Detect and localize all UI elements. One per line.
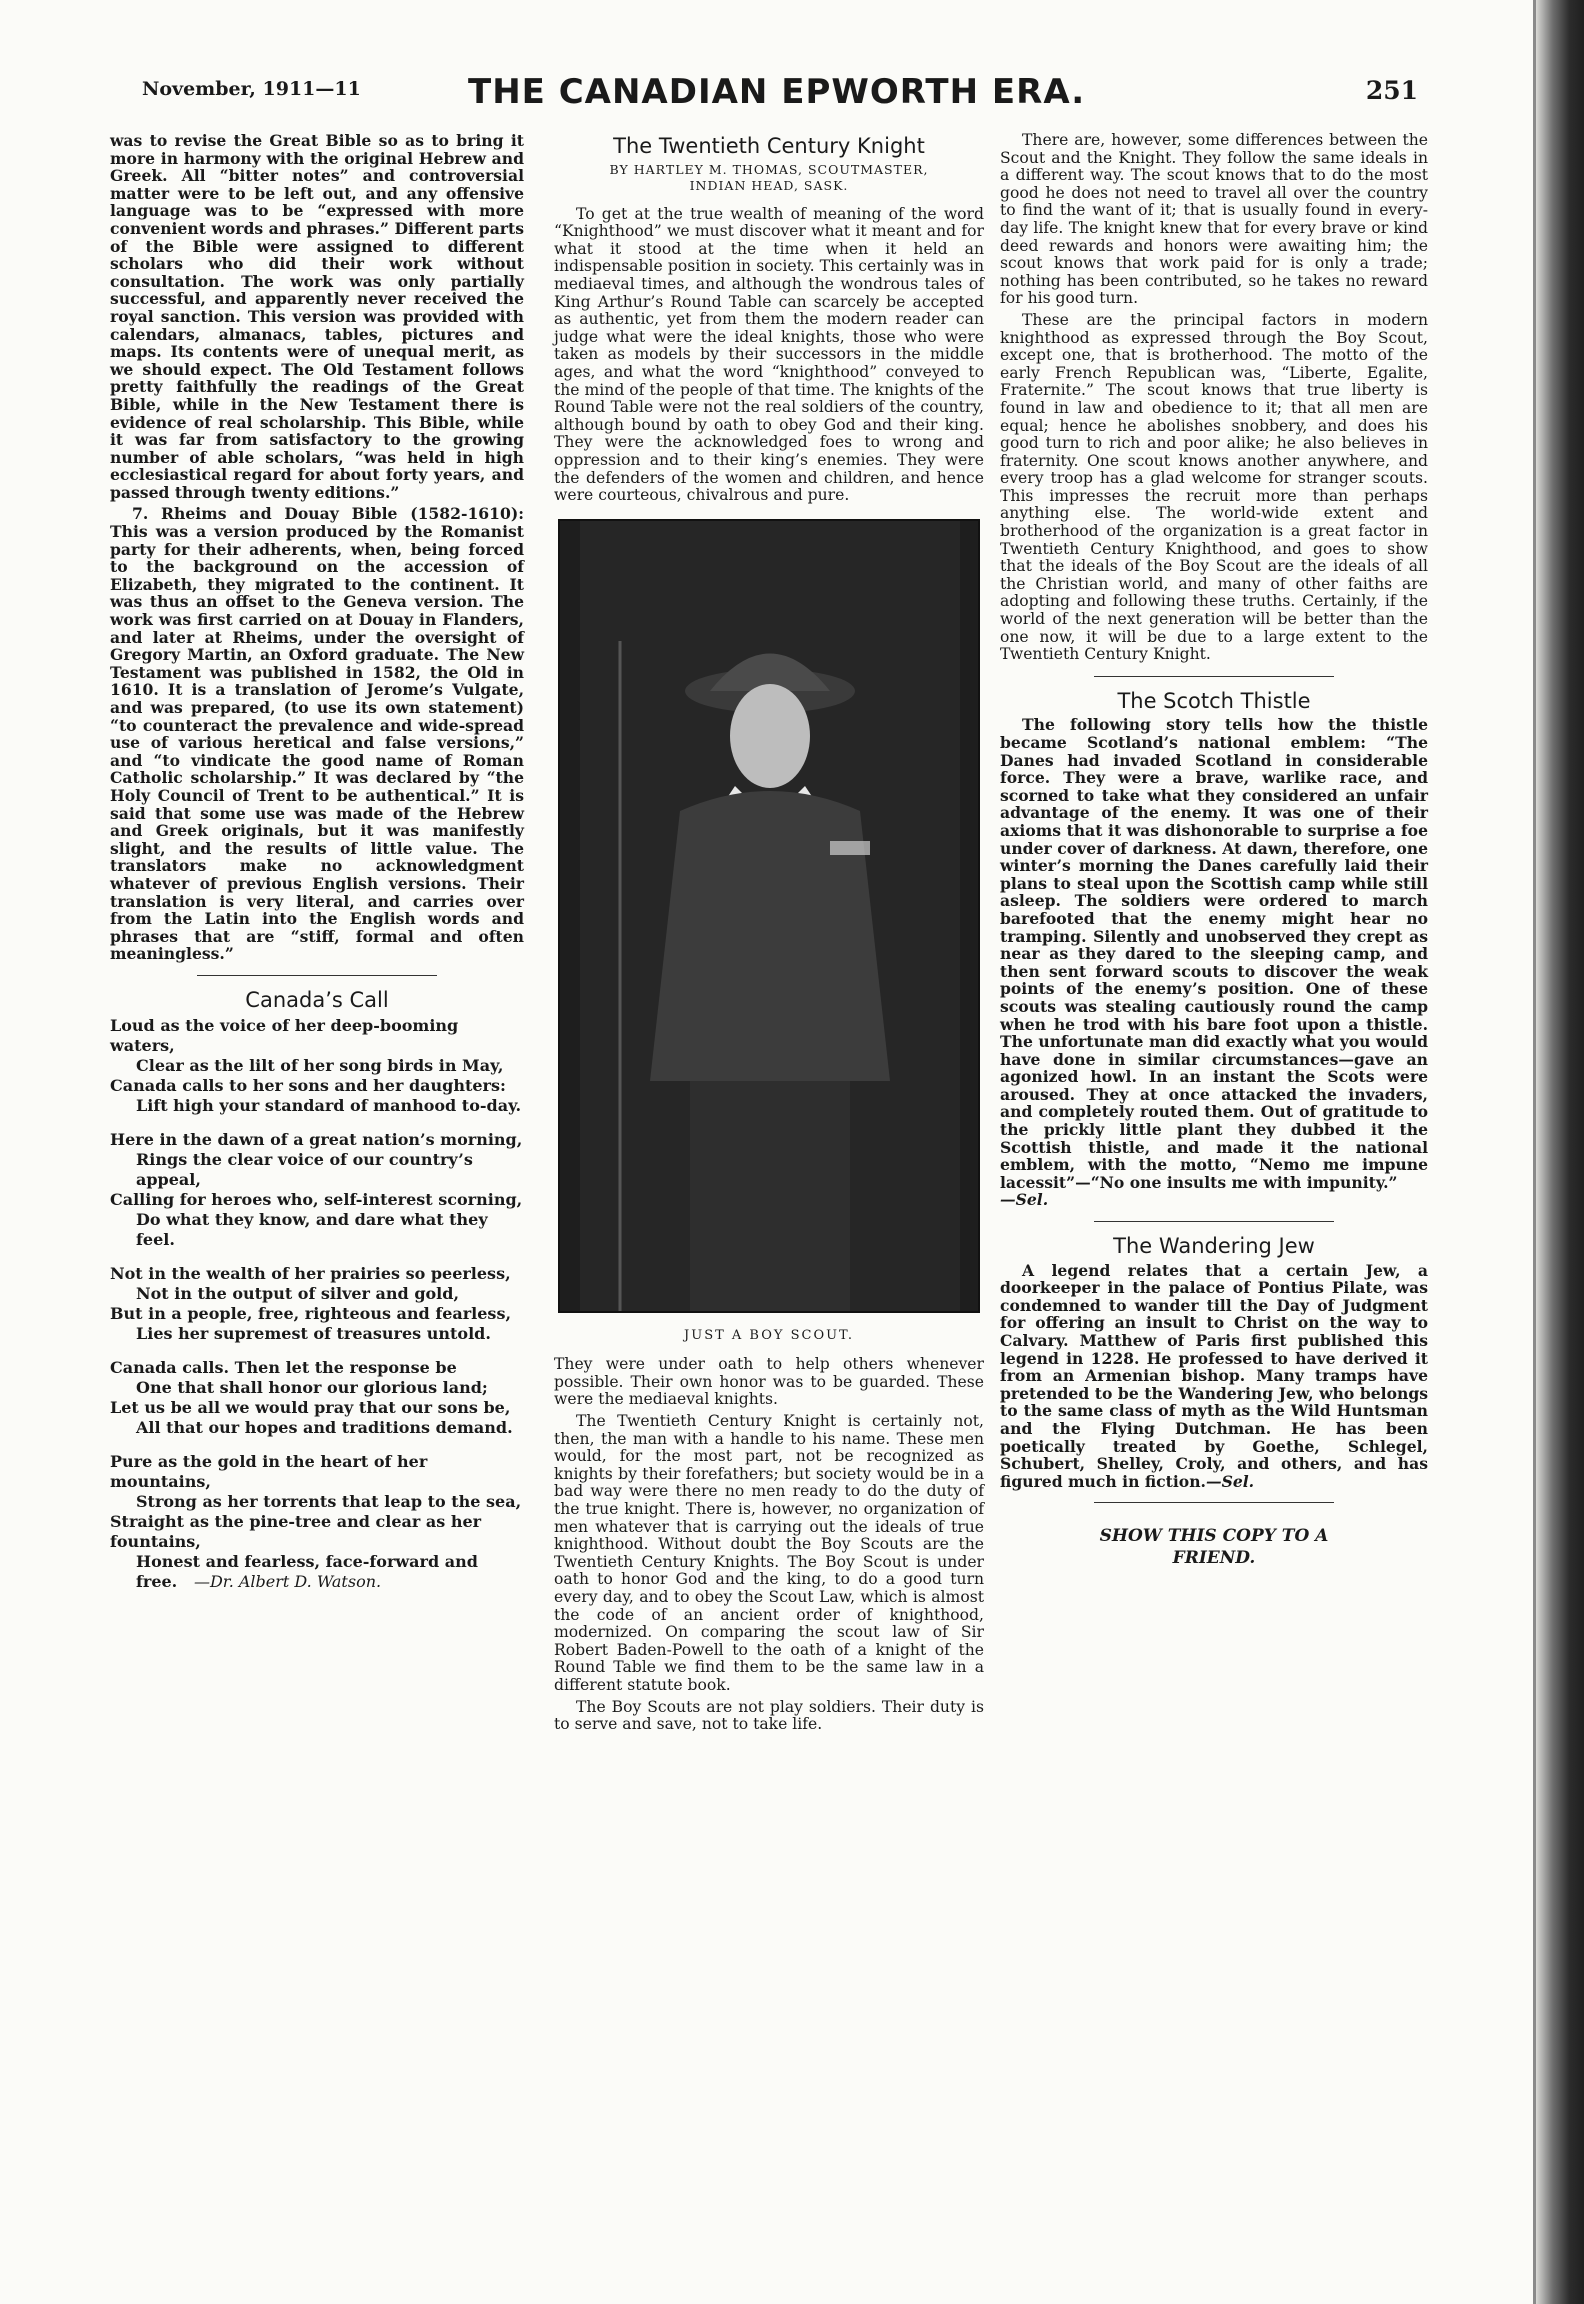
wandering-jew-title: The Wandering Jew (1113, 1234, 1315, 1259)
wandering-jew-story (1000, 1262, 1428, 1491)
article-paragraph: There are, however, some differences between the Scout and the Knight. They follow the same ideals in a different way. The scout knows that to do the most good he does not need to travel all over the country to find the want of it; that is usually found in every-day life. The knight knew that for every brave or kind deed rewards and honors were awaiting him; the scout knows that work paid for is only a trade; nothing has been contributed, so he takes no reward for his good turn. (1000, 131, 1428, 308)
poem-stanza (110, 1264, 524, 1344)
section-divider (1094, 1502, 1334, 1503)
issue-date: November, 1911—11 (142, 78, 361, 100)
book-spine (1536, 0, 1584, 2304)
article-paragraph: The Twentieth Century Knight is certainly not, then, the man with a handle to his name. These men would, for the most part, not be recognized as knights by their forefathers; but society would be in a bad way were there no men ready to do the duty of the true knight. There is, however, no organization of men whatever that is carrying out the ideals of true knighthood. Without doubt the Boy Scouts are the Twentieth Century Knights. The Boy Scout is under oath to honor God and the king, to do a good turn every day, and to obey the Scout Law, which is almost the code of an ancient order of knighthood, modernized. On comparing the scout law of Sir Robert Baden-Powell to the oath of a knight of the Round Table we find them to be the same law in a different statute book. (554, 1412, 984, 1694)
column-right (1000, 132, 1428, 1569)
poem-line: Lift high your standard of manhood to-day. (136, 1095, 522, 1115)
poem-line: Do what they know, and dare what they feel. (136, 1209, 488, 1249)
byline-place: INDIAN HEAD, SASK. (689, 177, 849, 193)
section-divider (1094, 676, 1334, 677)
thistle-text: The following story tells how the thistle became Scotland’s national emblem: “The Danes had invaded Scotland in considerable force. They were a brave, warlike race, and scorned to take what they considered an unfair advantage of the enemy. It was one of their axioms that it was dishonorable to surprise a foe under cover of darkness. At dawn, therefore, one winter’s morning the Danes carefully laid their plans to steal upon the Scottish camp while still asleep. The soldiers were ordered to march barefooted that the enemy might hear no tramping. Silently and unobserved they crept as near as they dared to the sleeping camp, and then sent forward scouts to discover the weak points of the enemy’s position. One of these scouts was stealing cautiously round the camp when he trod with his bare foot upon a thistle. The unfortunate man did exactly what you would have done in similar circumstances—gave an agonized howl. In an instant the Scots were aroused. They at once attacked the invaders, and completely routed them. Out of gratitude to the prickly little plant they dubbed it the Scottish thistle, and made it the national emblem, with the motto, “Nemo me impune lacessit”—“No one insults me with impunity.” (1000, 715, 1428, 1192)
column-left (110, 132, 524, 1606)
bible-paragraph: 7. Rheims and Douay Bible (1582-1610): This was a version produced by the Romanist party for their adherents, when, being forced to the background on the accession of Elizabeth, they migrated to the continent. It was thus an offset to the Geneva version. The work was first carried on at Douay in Flanders, and later at Rheims, under the oversight of Gregory Martin, an Oxford graduate. The New Testament was published in 1582, the Old in 1610. It is a translation of Jerome’s Vulgate, and was prepared, (to use its own statement) “to counteract the prevalence and wide-spread use of various heretical and false versions,” and “to vindicate the good name of Roman Catholic scholarship.” It was declared by “the Holy Council of Trent to be authentical.” It is said that some use was made of the Hebrew and Greek originals, but it was manifestly slight, and the results of little value. The translators make no acknowledgment whatever of previous English versions. Their translation is very literal, and carries over from the Latin into the English words and phrases that are “stiff, formal and often meaningless.” (110, 504, 524, 964)
bible-paragraph: was to revise the Great Bible so as to bring it more in harmony with the original Hebrew and Greek. All “bitter notes” and controversial matter were to be left out, and any offensive language was to be “expressed with more convenient words and phrases.” Different parts of the Bible were assigned to different scholars who did their work without consultation. The work was only partially successful, and apparently never received the royal sanction. This version was provided with calendars, almanacs, tables, pictures and maps. Its contents were of unequal merit, as we should expect. The Old Testament follows pretty faithfully the readings of the Great Bible, while in the New Testament there is evidence of real scholarship. This Bible, while it was far from satisfactory to the growing number of able scholars, “was held in high ecclesiastical regard for about forty years, and passed through twenty editions.” (110, 131, 524, 502)
section-divider (1094, 1221, 1334, 1222)
poem-line: Rings the clear voice of our country’s appeal, (136, 1149, 473, 1189)
column-middle (554, 132, 984, 1738)
poem-line-text: Honest and fearless, face-forward and free. (136, 1551, 478, 1591)
poem-line: Calling for heroes who, self-interest scorning, (110, 1189, 523, 1209)
article-paragraph: To get at the true wealth of meaning of the word “Knighthood” we must discover what it meant and for what it stood at the time when it held an indispensable position in society. This certainly was in mediaeval times, and although the wondrous tales of King Arthur’s Round Table can scarcely be accepted as authentic, yet from them the modern reader can judge what were the ideal knights, those who were taken as models by their successors in the middle ages, and what the word “knighthood” conveyed to the mind of the people of that time. The knights of the Round Table were not the real soldiers of the country, although bound by oath to obey God and their king. They were the acknowledged foes to wrong and oppression and to their king’s enemies. They were the defenders of the women and children, and hence were courteous, chivalrous and pure. (554, 204, 984, 505)
show-copy-notice (1000, 1525, 1428, 1569)
poem-title: Canada’s Call (245, 987, 389, 1012)
poem-body (110, 1016, 524, 1592)
wandering-jew-source: —Sel. (1205, 1471, 1255, 1491)
poem-line: Canada calls. Then let the response be (110, 1357, 457, 1377)
poem-line: Canada calls to her sons and her daughters: (110, 1075, 506, 1095)
bible-article (110, 132, 524, 963)
poem-line: All that our hopes and traditions demand. (136, 1417, 513, 1437)
photo-caption: JUST A BOY SCOUT. (684, 1327, 854, 1343)
poem-line: Here in the dawn of a great nation’s morning, (110, 1129, 523, 1149)
thistle-paragraph (1000, 716, 1428, 1209)
article-paragraph: These are the principal factors in modern knighthood as expressed through the Boy Scout, except one, that is brotherhood. The motto of the early French Republican was, “Liberte, Egalite, Fraternite.” The scout knows that true liberty is found in law and obedience to it; that all men are equal; hence he abolishes snobbery, and does his good turn to rich and poor alike; he also believes in fraternity. One scout knows another anywhere, and every troop has a glad welcome for stranger scouts. This impresses the recruit more than perhaps anything else. The world-wide extent and brotherhood of the organization is a great factor in Twentieth Century Knighthood, and goes to show that the ideals of the Boy Scout are the ideals of all the Christian world, and many of other faiths are adopting and following these truths. Certainly, if the world of the next generation will be better than the one now, it will be due to a large extent to the Twentieth Century Knight. (1000, 310, 1428, 664)
show-copy-line: SHOW THIS COPY TO A (1099, 1526, 1329, 1547)
wandering-jew-paragraph (1000, 1262, 1428, 1491)
poem-stanza (110, 1016, 524, 1116)
poem-line: Strong as her torrents that leap to the sea, (136, 1491, 522, 1511)
poem-stanza (110, 1358, 524, 1438)
poem-stanza (110, 1130, 524, 1250)
poem-line: Loud as the voice of her deep-booming waters, (110, 1015, 459, 1055)
scout-figure-image (560, 521, 978, 1311)
poem-line: One that shall honor our glorious land; (136, 1377, 488, 1397)
section-divider (197, 975, 437, 976)
poem-line: But in a people, free, righteous and fearless, (110, 1303, 512, 1323)
poem-line: Let us be all we would pray that our sons be, (110, 1397, 511, 1417)
poem-line (110, 1552, 524, 1592)
poem-line: Not in the wealth of her prairies so peerless, (110, 1263, 511, 1283)
thistle-story (1000, 716, 1428, 1209)
poem-line: Not in the output of silver and gold, (136, 1283, 460, 1303)
page-number: 251 (1365, 76, 1418, 105)
magazine-title: THE CANADIAN EPWORTH ERA. (468, 72, 1086, 112)
show-copy-line: FRIEND. (1172, 1548, 1256, 1569)
article-paragraph: The Boy Scouts are not play soldiers. Their duty is to serve and save, not to take life. (554, 1697, 984, 1734)
article-paragraph: They were under oath to help others whenever possible. Their own honor was to be guarded. These were the mediaeval knights. (554, 1355, 984, 1409)
byline-author: BY HARTLEY M. THOMAS, SCOUTMASTER, (609, 161, 929, 177)
thistle-title: The Scotch Thistle (1117, 688, 1311, 713)
page-header (138, 72, 1428, 122)
poem-stanza (110, 1452, 524, 1592)
poem-line: Clear as the lilt of her song birds in May, (136, 1055, 504, 1075)
article-byline (554, 162, 984, 194)
poem-line: Lies her supremest of treasures untold. (136, 1323, 491, 1343)
boy-scout-photo (558, 519, 980, 1313)
article-title: The Twentieth Century Knight (613, 134, 925, 158)
poem-signature: —Dr. Albert D. Watson. (193, 1571, 382, 1591)
poem-line: Pure as the gold in the heart of her mountains, (110, 1451, 428, 1491)
thistle-source: —Sel. (1000, 1190, 1049, 1210)
wandering-jew-text: A legend relates that a certain Jew, a doorkeeper in the palace of Pontius Pilate, was condemned to wander till the Day of Judgment for offering an insult to Christ on the way to Calvary. Matthew of Paris first published this legend in 1228. He professed to have derived it from an Armenian bishop. Many tramps have pretended to be the Wandering Jew, who belongs to the same class of myth as the Wild Huntsman and the Flying Dutchman. He has been poetically treated by Goethe, Schlegel, Schubert, Shelley, Croly, and others, and has figured much in fiction. (1000, 1260, 1428, 1491)
poem-line: Straight as the pine-tree and clear as her fountains, (110, 1511, 482, 1551)
